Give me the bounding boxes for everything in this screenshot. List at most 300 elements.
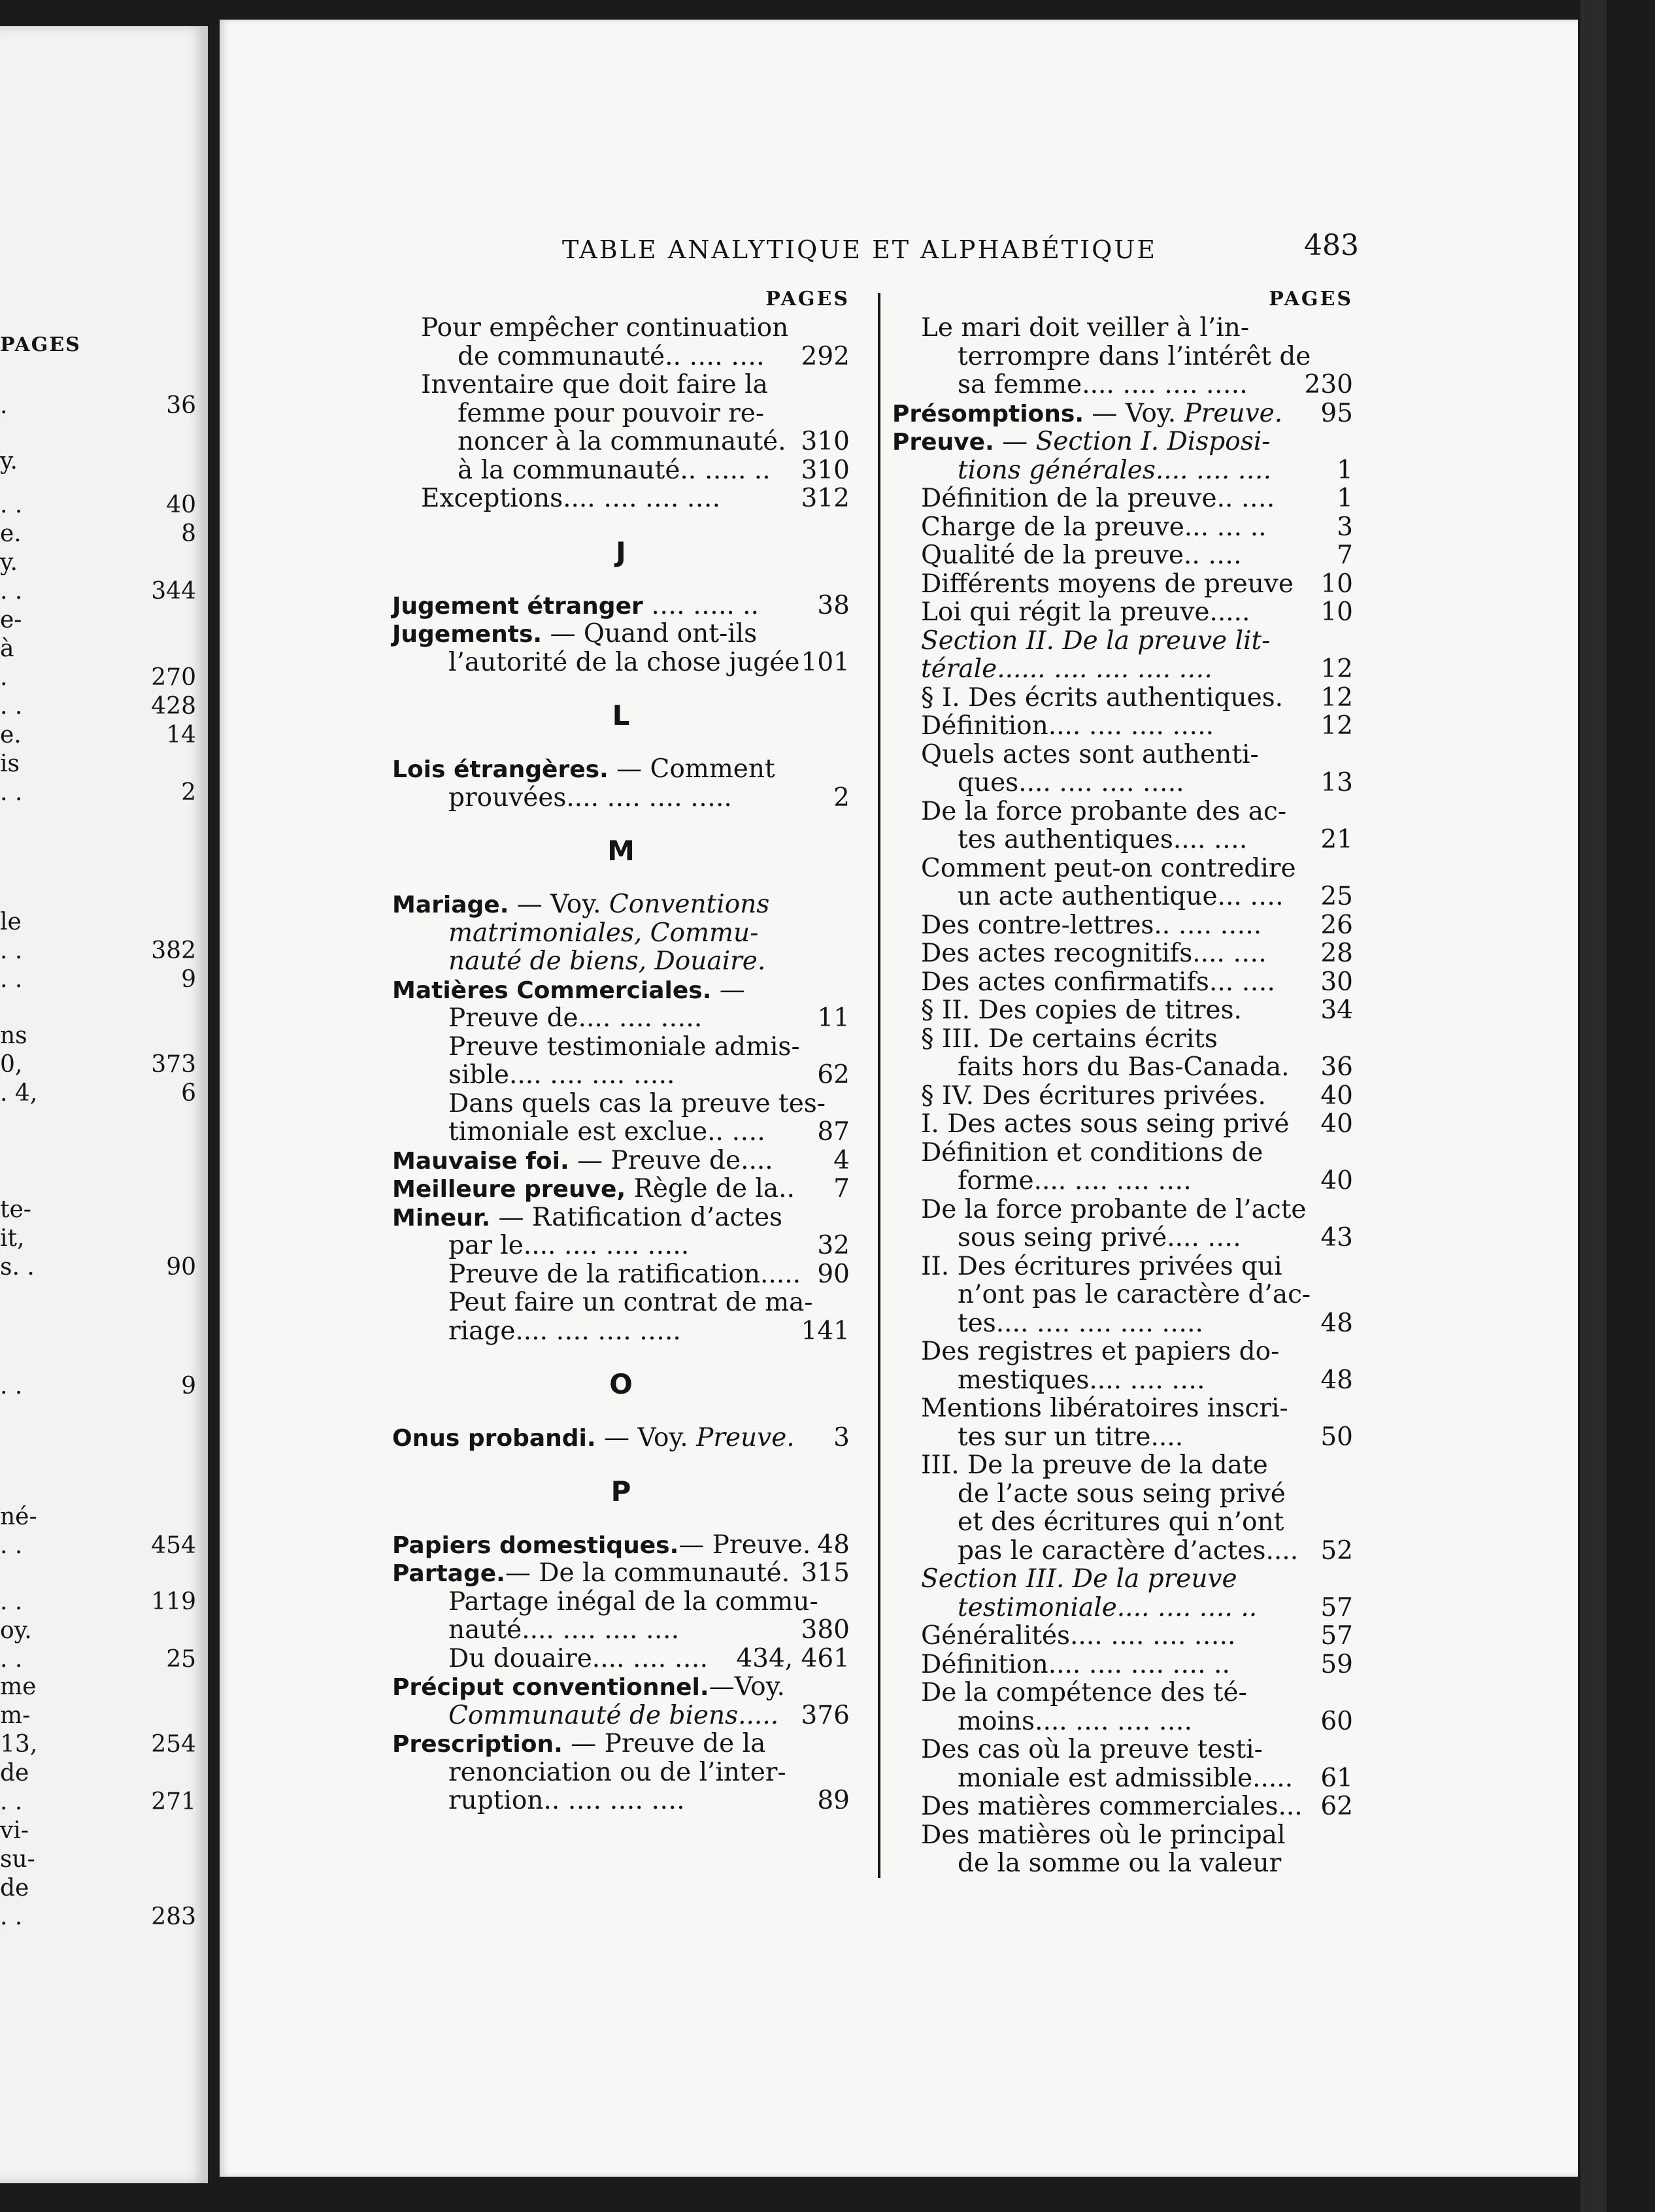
index-line [392,1147,850,1175]
index-text: II. Des écritures privées qui [921,1251,1282,1281]
page-reference: 3 [833,1423,850,1452]
index-line-text [921,1337,1279,1366]
section-letter: M [607,835,635,867]
index-line-text [458,456,771,485]
previous-page-number: 382 [151,937,196,964]
page-reference: 141 [801,1316,850,1346]
index-line [892,1224,1353,1252]
index-text: Règle de la.. [626,1174,795,1203]
index-text: Différents moyens de preuve [921,569,1294,599]
index-line-text [921,570,1294,599]
previous-page-number: 271 [151,1788,196,1815]
index-line-text [921,1196,1306,1224]
previous-page-edge [0,26,208,2183]
index-line-text [921,1735,1263,1764]
index-line-text [392,976,745,1005]
index-line [392,1424,850,1452]
index-line-text [448,1645,708,1673]
index-line-text [921,741,1259,769]
index-line-text [921,627,1270,656]
index-line [892,371,1353,399]
previous-page-line [0,607,196,635]
index-line [392,1232,850,1260]
index-column-right [892,288,1353,1878]
index-text: ruption.. …. …. …. [448,1786,685,1815]
index-line-text [921,1622,1235,1651]
previous-page-fragment: à [0,635,14,662]
previous-page-number: 254 [151,1731,196,1758]
page-reference: 10 [1320,597,1353,627]
page-reference: 52 [1320,1535,1353,1566]
index-line [392,1645,850,1673]
index-text: De la force probante des ac- [921,796,1287,826]
index-line-text [921,314,1249,343]
index-text: renonciation ou de l’inter- [448,1757,786,1787]
index-text: par le.... …. …. ….. [448,1231,690,1260]
page-reference: 376 [801,1700,850,1730]
page-reference: 21 [1320,825,1353,854]
index-line [892,1651,1353,1679]
index-line-text [392,1203,782,1233]
page-reference: 310 [801,455,850,485]
index-text: III. De la preuve de la date [921,1450,1268,1480]
index-line [892,1622,1353,1651]
index-text: de l’acte sous seing privé [958,1479,1286,1509]
index-line [892,1594,1353,1622]
index-text: Des matières commerciales... [921,1792,1303,1821]
previous-page-fragment: e. [0,722,22,748]
index-text: ques.... …. …. ….. [958,768,1184,797]
index-line-text [958,1053,1290,1082]
index-line [392,1175,850,1203]
previous-page-line [0,1051,196,1080]
index-text: — Preuve. [678,1530,811,1560]
index-text: Des registres et papiers do- [921,1337,1280,1366]
index-italic: Section III. De la preuve [921,1564,1237,1594]
index-line-text [448,1288,813,1317]
section-letter: O [609,1368,633,1400]
index-line [392,890,850,919]
index-heading: Matières Commerciales. [392,977,712,1004]
index-line [892,456,1353,485]
page-reference: 57 [1320,1592,1353,1622]
index-line-text [921,655,1212,684]
index-line [892,968,1353,997]
index-line [892,797,1353,826]
index-line-text [421,484,720,513]
index-line [892,1537,1353,1566]
page-reference: 89 [817,1786,850,1815]
page-reference: 59 [1320,1649,1353,1679]
index-line-text [392,755,775,784]
previous-page-line [0,1373,196,1401]
index-line [892,343,1353,371]
page-reference: 25 [1320,882,1353,911]
previous-page-number: 36 [166,392,196,419]
index-heading: Mineur. [392,1204,491,1232]
index-italic: térale...... …. …. …. …. [921,654,1212,684]
index-line [892,1139,1353,1167]
left-column-entries [392,314,850,1815]
previous-page-fragment: . . [0,1373,23,1399]
index-line [892,1309,1353,1338]
index-text: I. Des actes sous seing privé [921,1109,1290,1139]
index-line-text [921,797,1286,826]
previous-page-line [0,1532,196,1561]
index-line [892,1082,1353,1111]
page-reference: 2 [833,782,850,813]
index-line [892,996,1353,1025]
index-line [392,1317,850,1346]
index-heading: Meilleure preuve, [392,1176,626,1203]
index-line-text [458,343,764,371]
index-text: terrompre dans l’intérêt de [958,341,1311,371]
previous-page-line [0,549,196,578]
index-entry [392,1531,850,1815]
index-line-text [892,427,1270,457]
index-line [392,1758,850,1787]
index-line [892,712,1353,741]
index-text: Des actes confirmatifs... …. [921,967,1275,997]
previous-page-line [0,1588,196,1617]
index-line [892,1110,1353,1139]
index-line [892,314,1353,343]
previous-page-fragment: y. [0,448,18,475]
index-text: n’ont pas le caractère d’ac- [958,1280,1311,1309]
index-text: sous seing privé.... …. [958,1223,1241,1252]
index-text: mestiques.... …. …. [958,1365,1205,1395]
index-text: De la compétence des té- [921,1678,1247,1707]
index-text: faits hors du Bas-Canada. [958,1052,1290,1082]
page-number: 483 [1304,229,1359,262]
index-line-text [392,1147,773,1176]
page-reference: 95 [1320,398,1353,428]
page-reference: 310 [801,427,850,456]
index-line [392,1559,850,1588]
previous-page-line [0,1875,196,1903]
previous-page-fragment: de [0,1875,29,1902]
previous-page-line [0,635,196,664]
index-text: Généralités.... …. …. ….. [921,1621,1236,1651]
index-column-left [392,288,850,1815]
previous-page-line [0,1022,196,1051]
previous-page-number: 2 [181,779,196,806]
previous-page-line [0,1196,196,1225]
page-reference: 13 [1320,768,1353,797]
index-text: tes authentiques.... …. [958,825,1248,854]
index-line-text [921,1252,1282,1281]
page-reference: 11 [817,1003,850,1033]
index-italic: matrimoniales, Commu- [448,918,759,948]
index-text: — [994,427,1036,456]
previous-page-fragment: . . [0,578,23,605]
index-line-text [958,371,1248,399]
page-reference: 1 [1337,455,1353,485]
index-line-text [921,911,1262,940]
previous-page-number: 283 [151,1903,196,1930]
index-line-text [921,598,1250,627]
previous-page-fragment: . . [0,1588,23,1615]
index-heading: Papiers domestiques. [392,1532,679,1559]
previous-page-fragment: s. . [0,1254,35,1281]
index-line-text [448,1701,778,1730]
index-text: timoniale est exclue.. …. [448,1117,765,1147]
index-heading: Partage. [392,1560,505,1587]
previous-page-fragment: . . [0,1646,23,1673]
index-line-text [921,1451,1268,1480]
index-line-text [921,684,1283,712]
index-line-text [958,1366,1205,1395]
previous-page-fragment: . [0,392,8,419]
previous-page-line [0,1731,196,1760]
index-line [892,1196,1353,1224]
previous-page-line [0,1903,196,1932]
index-line-text [448,1786,685,1815]
previous-page-line [0,1080,196,1109]
previous-page-fragment: e- [0,607,22,633]
index-line [892,684,1353,712]
index-line [392,592,850,620]
page-reference: 30 [1320,967,1353,997]
index-text: — Preuve de.... [569,1145,773,1175]
page-reference: 57 [1320,1621,1353,1651]
index-line [892,627,1353,656]
previous-page-fragment: e. [0,520,22,547]
index-line [892,1025,1353,1054]
index-text: Le mari doit veiller à l’in- [921,313,1250,343]
previous-page-line [0,578,196,607]
page-edge-shadow [1580,0,1607,2212]
index-line-text [392,1424,795,1453]
index-italic: Conventions [609,890,770,919]
index-italic: Section II. De la preuve lit- [921,626,1271,656]
page-reference: 40 [1320,1109,1353,1139]
previous-page-line [0,909,196,937]
index-italic: Preuve. [1184,398,1283,428]
index-text: …. ….. .. [643,590,759,620]
previous-page-fragment: de [0,1760,29,1786]
index-line [892,1337,1353,1366]
pages-label-right: PAGES [1269,288,1353,310]
previous-page-line [0,1225,196,1254]
index-text: Partage inégal de la commu- [448,1586,818,1617]
index-heading: Lois étrangères. [392,756,609,783]
previous-page-number: 119 [151,1588,196,1615]
previous-page-number: 373 [151,1051,196,1078]
index-line-text [921,1082,1266,1111]
index-text: Quels actes sont authenti- [921,739,1259,769]
previous-page-line [0,448,196,477]
previous-page-fragment: . . [0,937,23,964]
previous-page-line [0,1254,196,1282]
previous-page-number: 270 [151,664,196,691]
index-text: Du douaire.... …. …. [448,1643,708,1673]
section-letter: J [616,535,626,568]
index-line-text [448,1232,689,1260]
previous-page-fragment: ns [0,1022,27,1049]
index-text: Peut faire un contrat de ma- [448,1288,813,1317]
previous-page-line [0,1646,196,1675]
index-line [392,1531,850,1560]
index-italic: testimoniale.... …. …. .. [958,1592,1258,1622]
index-entry [392,592,850,677]
index-heading: Jugements. [392,621,543,648]
previous-page-fragment: me [0,1673,37,1700]
index-text: Preuve testimoniale admis- [448,1031,800,1062]
previous-page-fragment: y. [0,549,18,576]
index-text: Exceptions.... …. …. …. [421,484,721,513]
index-text: — De la communauté. [505,1558,790,1588]
index-line-text [392,890,769,920]
previous-page-line [0,1788,196,1817]
previous-page-line [0,1760,196,1788]
index-line-text [958,1707,1192,1736]
index-line [392,1061,850,1090]
index-line-text [958,1594,1257,1622]
previous-page-number: 25 [166,1646,196,1673]
previous-page-fragment: 13, [0,1731,38,1758]
index-line-text [448,1616,679,1645]
index-text: nauté.... …. …. …. [448,1615,680,1645]
index-italic: Communauté de biens..... [448,1700,779,1730]
previous-page-line [0,722,196,750]
index-text: Preuve de.... …. ….. [448,1003,703,1033]
previous-page-fragment: . . [0,1532,23,1559]
index-line [392,1588,850,1617]
index-text: § II. Des copies de titres. [921,996,1242,1025]
index-line [892,570,1353,599]
index-text: Des cas où la preuve testi- [921,1735,1263,1764]
index-text: Des contre-lettres.. …. ….. [921,910,1262,940]
index-heading: Preuve. [892,429,994,456]
page-reference: 101 [801,647,850,677]
previous-page-number: 344 [151,578,196,605]
previous-page-number: 428 [151,693,196,720]
index-line [392,427,850,456]
previous-page-fragment: né- [0,1503,37,1530]
index-line-text [921,513,1267,542]
page-reference: 7 [1337,541,1353,570]
previous-page-line [0,750,196,779]
index-line-text [392,1559,790,1588]
page-reference: 1 [1337,484,1353,513]
index-text: moniale est admissible..... [958,1763,1294,1793]
page-reference: 230 [1304,370,1353,399]
index-line-text [958,1480,1286,1509]
page-reference: 40 [1320,1081,1353,1111]
previous-page-line [0,492,196,520]
index-line-text [921,1565,1237,1594]
index-text: pas le caractère d’actes.... [958,1535,1299,1566]
index-line-text [921,1792,1303,1821]
index-line [392,976,850,1005]
index-text: Comment peut-on contredire [921,853,1296,883]
index-line-text [458,399,764,428]
index-line [892,399,1353,428]
index-text: tes sur un titre.... [958,1422,1184,1452]
index-line [392,919,850,948]
page-reference: 50 [1320,1422,1353,1452]
previous-page-number: 40 [166,492,196,518]
index-text: — Preuve de la [562,1729,766,1758]
index-line-text [448,784,732,813]
previous-page-fragment: 0, [0,1051,23,1078]
index-text: — Voy. [595,1423,697,1452]
index-heading: Prescription. [392,1731,563,1758]
index-text: forme.... …. …. …. [958,1166,1192,1196]
index-line-text [921,712,1214,741]
index-text: Des actes recognitifs.... …. [921,939,1267,968]
index-line [392,343,850,371]
index-line [892,1707,1353,1736]
index-line-text [958,456,1271,485]
index-text: — Ratification d’actes [490,1202,783,1232]
index-line-text [392,1175,795,1204]
index-text: — Quand ont-ils [542,619,758,648]
index-line [892,1565,1353,1594]
index-line-text [958,1309,1203,1338]
index-line-text [448,919,758,948]
index-line [892,911,1353,940]
index-heading: Mauvaise foi. [392,1147,569,1175]
index-text: à la communauté.. ….. .. [458,455,771,485]
index-text: Mentions libératoires inscri- [921,1394,1288,1423]
index-line [892,1281,1353,1309]
index-italic: Preuve. [696,1423,795,1452]
page-reference: 40 [1320,1166,1353,1196]
previous-page-fragment: is [0,750,20,777]
page-reference: 26 [1320,910,1353,940]
index-entry [392,890,850,1345]
previous-page-line [0,1673,196,1702]
index-line-text [958,1849,1281,1878]
previous-page-fragment: . . [0,779,23,806]
index-line-text [958,1224,1241,1252]
index-text: de communauté.. …. …. [458,341,765,371]
index-text: Loi qui régit la preuve..... [921,597,1250,627]
previous-page-line [0,1846,196,1875]
index-line [892,1053,1353,1082]
page-reference: 28 [1320,939,1353,968]
index-text: § III. De certains écrits [921,1024,1218,1054]
index-line-text [958,1167,1192,1196]
index-line-text [458,427,786,456]
page-reference: 12 [1320,682,1353,712]
index-line [392,755,850,784]
page-reference: 434, 461 [736,1643,850,1673]
page-reference: 60 [1320,1706,1353,1736]
previous-page-fragment: . [0,664,8,691]
previous-page-line [0,520,196,549]
index-line-text [421,314,788,343]
page-reference: 4 [833,1145,850,1175]
index-line [892,1735,1353,1764]
index-line [892,655,1353,684]
index-line-text [958,769,1184,797]
index-text: femme pour pouvoir re- [458,398,765,428]
index-text: De la force probante de l’acte [921,1194,1307,1224]
index-heading: Présomptions. [892,400,1084,427]
previous-page-line [0,1503,196,1532]
previous-page-fragment: it, [0,1225,25,1252]
index-line-text [921,1394,1288,1423]
index-text: prouvées.... …. …. ….. [448,782,732,813]
previous-page-line [0,1702,196,1731]
previous-page-number: 14 [166,722,196,748]
page-reference: 62 [1320,1792,1353,1821]
index-line-text [958,1764,1293,1793]
previous-page-fragment: su- [0,1846,35,1873]
